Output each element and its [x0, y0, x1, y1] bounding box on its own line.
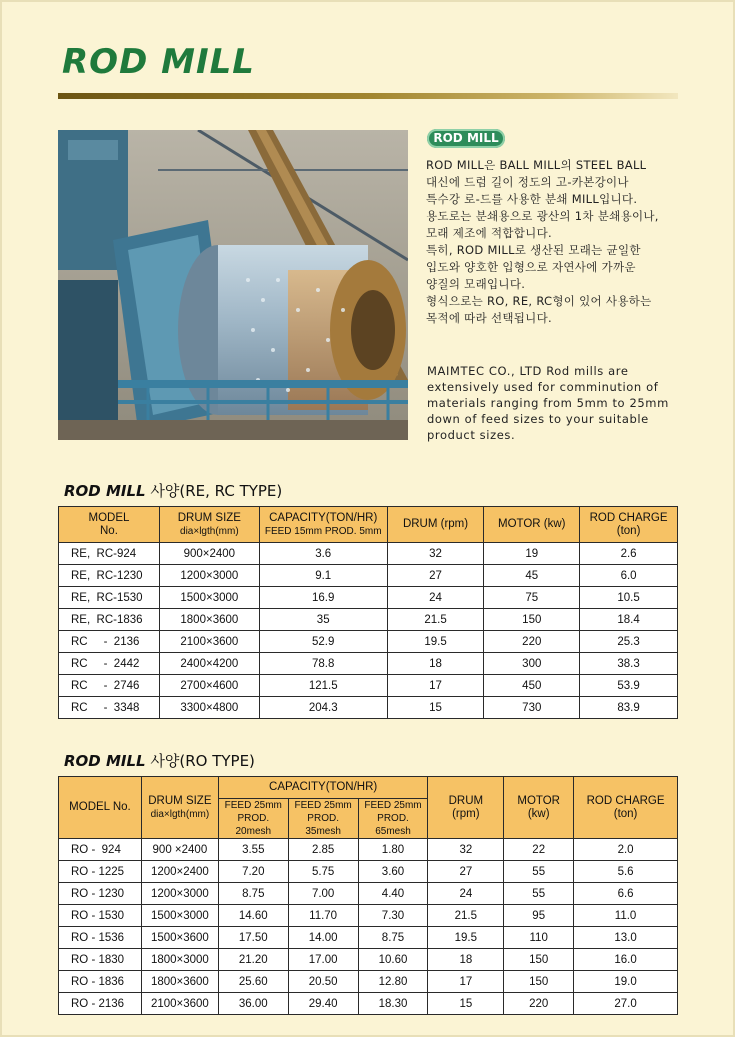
korean-line: 용도로는 분쇄용으로 광산의 1차 분쇄용이나, [426, 209, 659, 223]
table-cell: 11.0 [574, 905, 678, 927]
model-cell: RO - 2136 [59, 993, 142, 1015]
table-cell: 10.60 [358, 949, 428, 971]
table-row [59, 861, 678, 883]
table-cell: 1200×3000 [141, 883, 218, 905]
table-cell: 36.00 [218, 993, 288, 1015]
table-cell: 7.00 [288, 883, 358, 905]
table-cell: 17 [387, 675, 484, 697]
table-cell: 6.6 [574, 883, 678, 905]
table-cell: 1200×2400 [141, 861, 218, 883]
table-row [59, 631, 678, 653]
model-cell: RO - 1230 [59, 883, 142, 905]
table-row [59, 609, 678, 631]
header-rod-charge: ROD CHARGE (ton) [580, 507, 678, 543]
table-cell: 27 [428, 861, 504, 883]
model-cell: RO - 1225 [59, 861, 142, 883]
table-cell: 2.0 [574, 839, 678, 861]
header-drum-size: DRUM SIZE dia×lgth(mm) [159, 507, 259, 543]
table-cell: 6.0 [580, 565, 678, 587]
table-cell: 27.0 [574, 993, 678, 1015]
table-cell: 2400×4200 [159, 653, 259, 675]
table-row [59, 587, 678, 609]
model-cell: RO - 1530 [59, 905, 142, 927]
table-row [59, 927, 678, 949]
table-cell: 18.30 [358, 993, 428, 1015]
table-row [59, 883, 678, 905]
model-cell: RC - 2746 [59, 675, 160, 697]
table-cell: 730 [484, 697, 580, 719]
table-cell: 900×2400 [159, 543, 259, 565]
korean-line: 목적에 따라 선택됩니다. [426, 311, 552, 325]
table-cell: 14.60 [218, 905, 288, 927]
table-cell: 19 [484, 543, 580, 565]
korean-line: 특히, ROD MILL로 생산된 모래는 균일한 [426, 243, 641, 257]
table-cell: 25.3 [580, 631, 678, 653]
table-cell: 19.5 [428, 927, 504, 949]
table-cell: 18 [387, 653, 484, 675]
table-cell: 8.75 [218, 883, 288, 905]
table-cell: 53.9 [580, 675, 678, 697]
table-cell: 32 [387, 543, 484, 565]
english-line: extensively used for comminution of [427, 380, 659, 394]
english-description [427, 363, 677, 443]
model-cell: RO - 924 [59, 839, 142, 861]
table-cell: 8.75 [358, 927, 428, 949]
header-motor: MOTOR (kw) [504, 777, 574, 839]
header-rod-charge: ROD CHARGE (ton) [574, 777, 678, 839]
english-line: MAIMTEC CO., LTD Rod mills are [427, 364, 629, 378]
table-cell: 75 [484, 587, 580, 609]
table-cell: 15 [428, 993, 504, 1015]
table-cell: 83.9 [580, 697, 678, 719]
english-line: down of feed sizes to your suitable [427, 412, 649, 426]
table-cell: 55 [504, 883, 574, 905]
table-cell: 1500×3000 [141, 905, 218, 927]
english-line: product sizes. [427, 428, 516, 442]
table-cell: 16.0 [574, 949, 678, 971]
rod-mill-photo [58, 130, 408, 440]
model-cell: RC - 3348 [59, 697, 160, 719]
table-cell: 19.0 [574, 971, 678, 993]
table-cell: 25.60 [218, 971, 288, 993]
table-cell: 2100×3600 [159, 631, 259, 653]
section-title-bold: ROD MILL [64, 482, 146, 500]
table-cell: 1800×3600 [141, 971, 218, 993]
table-cell: 55 [504, 861, 574, 883]
table-cell: 1500×3600 [141, 927, 218, 949]
table-cell: 16.9 [259, 587, 387, 609]
table-row [59, 565, 678, 587]
section-title-bold: ROD MILL [64, 752, 146, 770]
table-cell: 32 [428, 839, 504, 861]
ro-section-title [64, 750, 255, 771]
table-cell: 2700×4600 [159, 675, 259, 697]
table-cell: 1200×3000 [159, 565, 259, 587]
table-row [59, 993, 678, 1015]
table-cell: 2100×3600 [141, 993, 218, 1015]
table-row [59, 949, 678, 971]
korean-description [426, 157, 678, 327]
table-cell: 204.3 [259, 697, 387, 719]
model-cell: RO - 1830 [59, 949, 142, 971]
korean-line: 대신에 드럼 길이 정도의 고-카본강이나 [426, 175, 629, 189]
table-cell: 95 [504, 905, 574, 927]
table-cell: 21.20 [218, 949, 288, 971]
table-cell: 4.40 [358, 883, 428, 905]
table-cell: 3.55 [218, 839, 288, 861]
table-row [59, 697, 678, 719]
table-cell: 220 [484, 631, 580, 653]
table-cell: 1800×3600 [159, 609, 259, 631]
table-cell: 52.9 [259, 631, 387, 653]
header-motor: MOTOR (kw) [484, 507, 580, 543]
table-cell: 15 [387, 697, 484, 719]
model-cell: RE, RC-1836 [59, 609, 160, 631]
table-row [59, 905, 678, 927]
table-cell: 10.5 [580, 587, 678, 609]
header-capacity: CAPACITY(TON/HR) [218, 777, 428, 799]
table-cell: 5.6 [574, 861, 678, 883]
page-title: ROD MILL [62, 42, 255, 82]
section-title-rest: 사양(RO TYPE) [145, 752, 255, 770]
model-cell: RE, RC-1230 [59, 565, 160, 587]
table-cell: 12.80 [358, 971, 428, 993]
ro-spec-table [58, 776, 678, 1015]
korean-line: ROD MILL은 BALL MILL의 STEEL BALL [426, 158, 647, 172]
table-cell: 220 [504, 993, 574, 1015]
table-cell: 7.20 [218, 861, 288, 883]
section-title-rest: 사양(RE, RC TYPE) [145, 482, 283, 500]
table-cell: 5.75 [288, 861, 358, 883]
table-cell: 900 ×2400 [141, 839, 218, 861]
header-capacity: CAPACITY(TON/HR) FEED 15mm PROD. 5mm [259, 507, 387, 543]
table-cell: 38.3 [580, 653, 678, 675]
header-model: MODEL No. [59, 507, 160, 543]
table-cell: 150 [504, 949, 574, 971]
korean-line: 양질의 모래입니다. [426, 277, 526, 291]
table-cell: 1.80 [358, 839, 428, 861]
model-cell: RO - 1836 [59, 971, 142, 993]
header-drum-size: DRUM SIZE dia×lgth(mm) [141, 777, 218, 839]
table-cell: 27 [387, 565, 484, 587]
model-cell: RE, RC-924 [59, 543, 160, 565]
table-cell: 20.50 [288, 971, 358, 993]
table-cell: 150 [484, 609, 580, 631]
table-cell: 2.6 [580, 543, 678, 565]
table-cell: 17.50 [218, 927, 288, 949]
table-cell: 11.70 [288, 905, 358, 927]
table-cell: 450 [484, 675, 580, 697]
table-cell: 14.00 [288, 927, 358, 949]
table-cell: 1800×3000 [141, 949, 218, 971]
table-cell: 110 [504, 927, 574, 949]
table-cell: 3.6 [259, 543, 387, 565]
table-cell: 3300×4800 [159, 697, 259, 719]
english-line: materials ranging from 5mm to 25mm [427, 396, 669, 410]
table-row [59, 653, 678, 675]
table-row [59, 675, 678, 697]
korean-line: 입도와 양호한 입형으로 자연사에 가까운 [426, 260, 636, 274]
table-cell: 45 [484, 565, 580, 587]
header-feed-65mesh: FEED 25mm PROD. 65mesh [358, 799, 428, 839]
table-cell: 17.00 [288, 949, 358, 971]
table-cell: 7.30 [358, 905, 428, 927]
table-cell: 24 [387, 587, 484, 609]
table-cell: 300 [484, 653, 580, 675]
model-cell: RC - 2136 [59, 631, 160, 653]
header-model: MODEL No. [59, 777, 142, 839]
table-row [59, 543, 678, 565]
table-cell: 150 [504, 971, 574, 993]
korean-line: 특수강 로-드를 사용한 분쇄 MILL입니다. [426, 192, 638, 206]
table-cell: 18.4 [580, 609, 678, 631]
header-drum-rpm: DRUM (rpm) [428, 777, 504, 839]
title-underline [58, 93, 678, 99]
header-feed-35mesh: FEED 25mm PROD. 35mesh [288, 799, 358, 839]
table-cell: 21.5 [387, 609, 484, 631]
table-cell: 35 [259, 609, 387, 631]
table-cell: 121.5 [259, 675, 387, 697]
table-cell: 24 [428, 883, 504, 905]
table-cell: 29.40 [288, 993, 358, 1015]
table-cell: 13.0 [574, 927, 678, 949]
korean-line: 모래 제조에 적합합니다. [426, 226, 552, 240]
table-cell: 78.8 [259, 653, 387, 675]
table-cell: 17 [428, 971, 504, 993]
korean-line: 형식으로는 RO, RE, RC형이 있어 사용하는 [426, 294, 652, 308]
table-cell: 2.85 [288, 839, 358, 861]
re-rc-section-title [64, 480, 282, 501]
model-cell: RC - 2442 [59, 653, 160, 675]
model-cell: RE, RC-1530 [59, 587, 160, 609]
rod-mill-badge: ROD MILL [427, 129, 505, 148]
header-feed-20mesh: FEED 25mm PROD. 20mesh [218, 799, 288, 839]
header-drum-rpm: DRUM (rpm) [387, 507, 484, 543]
table-cell: 21.5 [428, 905, 504, 927]
table-cell: 22 [504, 839, 574, 861]
table-cell: 9.1 [259, 565, 387, 587]
re-rc-spec-table [58, 506, 678, 719]
table-cell: 18 [428, 949, 504, 971]
table-cell: 1500×3000 [159, 587, 259, 609]
table-row [59, 971, 678, 993]
model-cell: RO - 1536 [59, 927, 142, 949]
table-cell: 19.5 [387, 631, 484, 653]
table-cell: 3.60 [358, 861, 428, 883]
table-row [59, 839, 678, 861]
